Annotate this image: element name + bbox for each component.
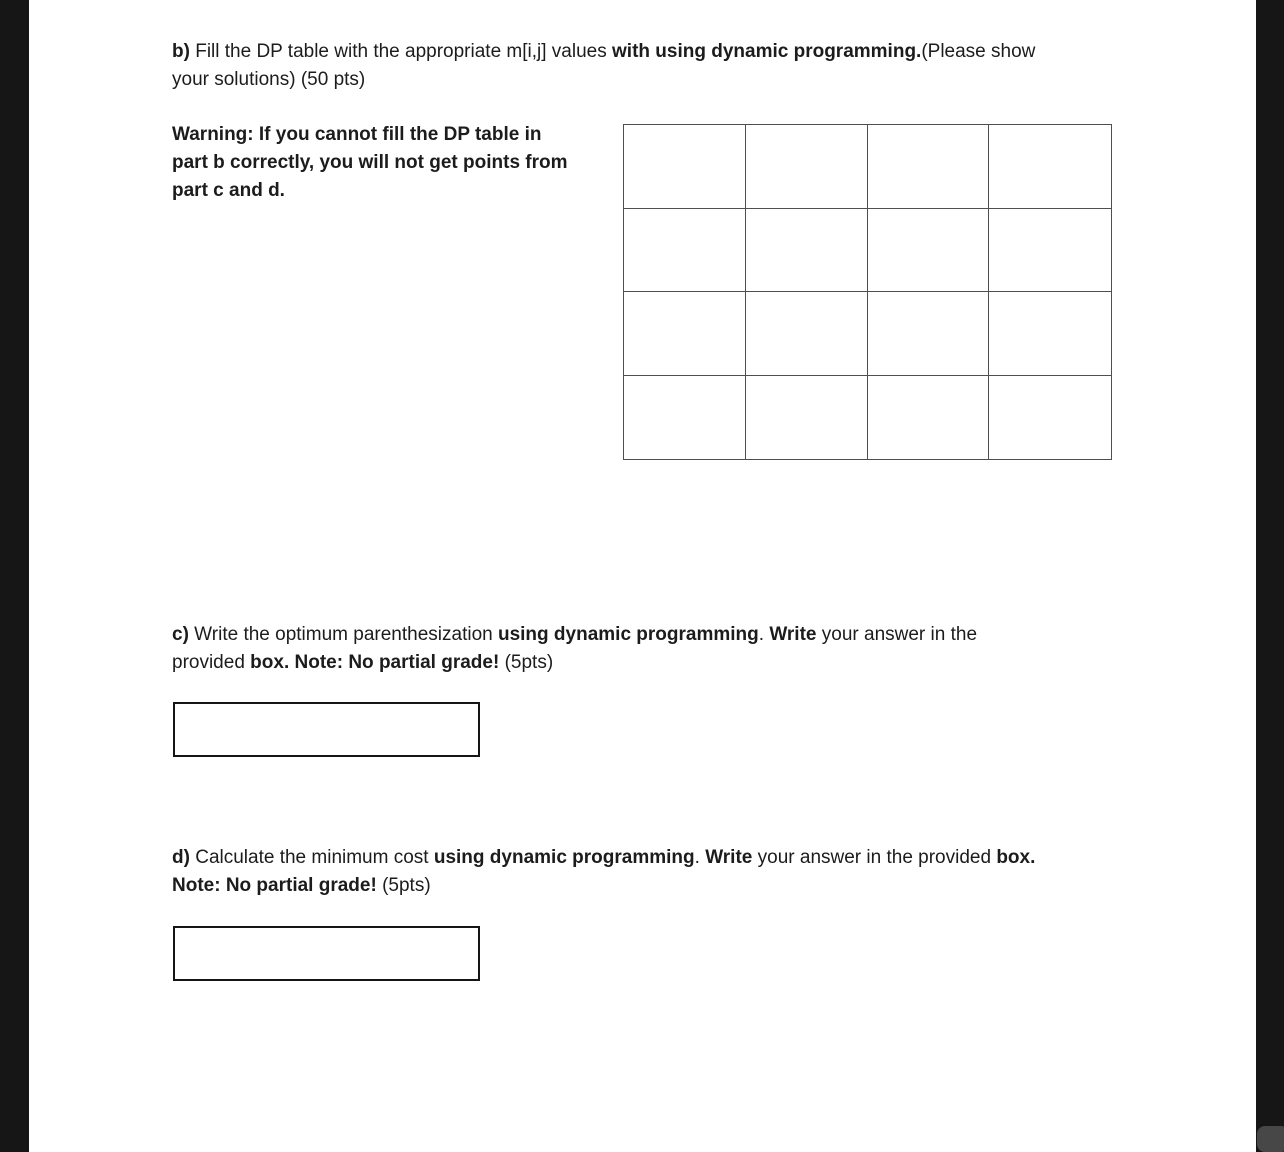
text-line: part b correctly, you will not get points from: [172, 152, 568, 173]
text-line: your solutions) (50 pts): [172, 69, 366, 90]
dp-cell[interactable]: [868, 125, 990, 209]
text-line: provided box. Note: No partial grade! (5pts): [172, 652, 554, 673]
warning-text: [172, 121, 568, 205]
scrollbar-thumb[interactable]: [1257, 1126, 1284, 1152]
dp-cell[interactable]: [868, 209, 990, 293]
dp-cell[interactable]: [989, 209, 1111, 293]
dp-cell[interactable]: [746, 125, 868, 209]
dp-cell[interactable]: [989, 376, 1111, 460]
text-line: Note: No partial grade! (5pts): [172, 875, 431, 896]
dp-cell[interactable]: [989, 292, 1111, 376]
viewer-left-frame: [0, 0, 29, 1152]
dp-cell[interactable]: [746, 292, 868, 376]
viewer-right-frame: [1256, 0, 1284, 1152]
dp-table: [623, 124, 1112, 460]
dp-cell[interactable]: [746, 376, 868, 460]
dp-cell[interactable]: [868, 292, 990, 376]
dp-cell[interactable]: [868, 376, 990, 460]
dp-cell[interactable]: [624, 376, 746, 460]
dp-cell[interactable]: [624, 125, 746, 209]
text-line: d) Calculate the minimum cost using dynamic programming. Write your answer in the provided box.: [172, 847, 1036, 868]
dp-cell[interactable]: [624, 292, 746, 376]
dp-cell[interactable]: [624, 209, 746, 293]
dp-cell[interactable]: [989, 125, 1111, 209]
text-line: b) Fill the DP table with the appropriate m[i,j] values with using dynamic programming.(Please show: [172, 41, 1036, 62]
question-d-text: [172, 844, 1035, 900]
answer-box-c[interactable]: [173, 702, 480, 757]
text-line: c) Write the optimum parenthesization using dynamic programming. Write your answer in the: [172, 624, 978, 645]
question-c-text: [172, 621, 977, 677]
text-line: part c and d.: [172, 180, 285, 201]
answer-box-d[interactable]: [173, 926, 480, 981]
document-page: [29, 0, 1256, 1152]
dp-cell[interactable]: [746, 209, 868, 293]
question-b-text: [172, 38, 1035, 94]
text-line: Warning: If you cannot fill the DP table in: [172, 124, 542, 145]
